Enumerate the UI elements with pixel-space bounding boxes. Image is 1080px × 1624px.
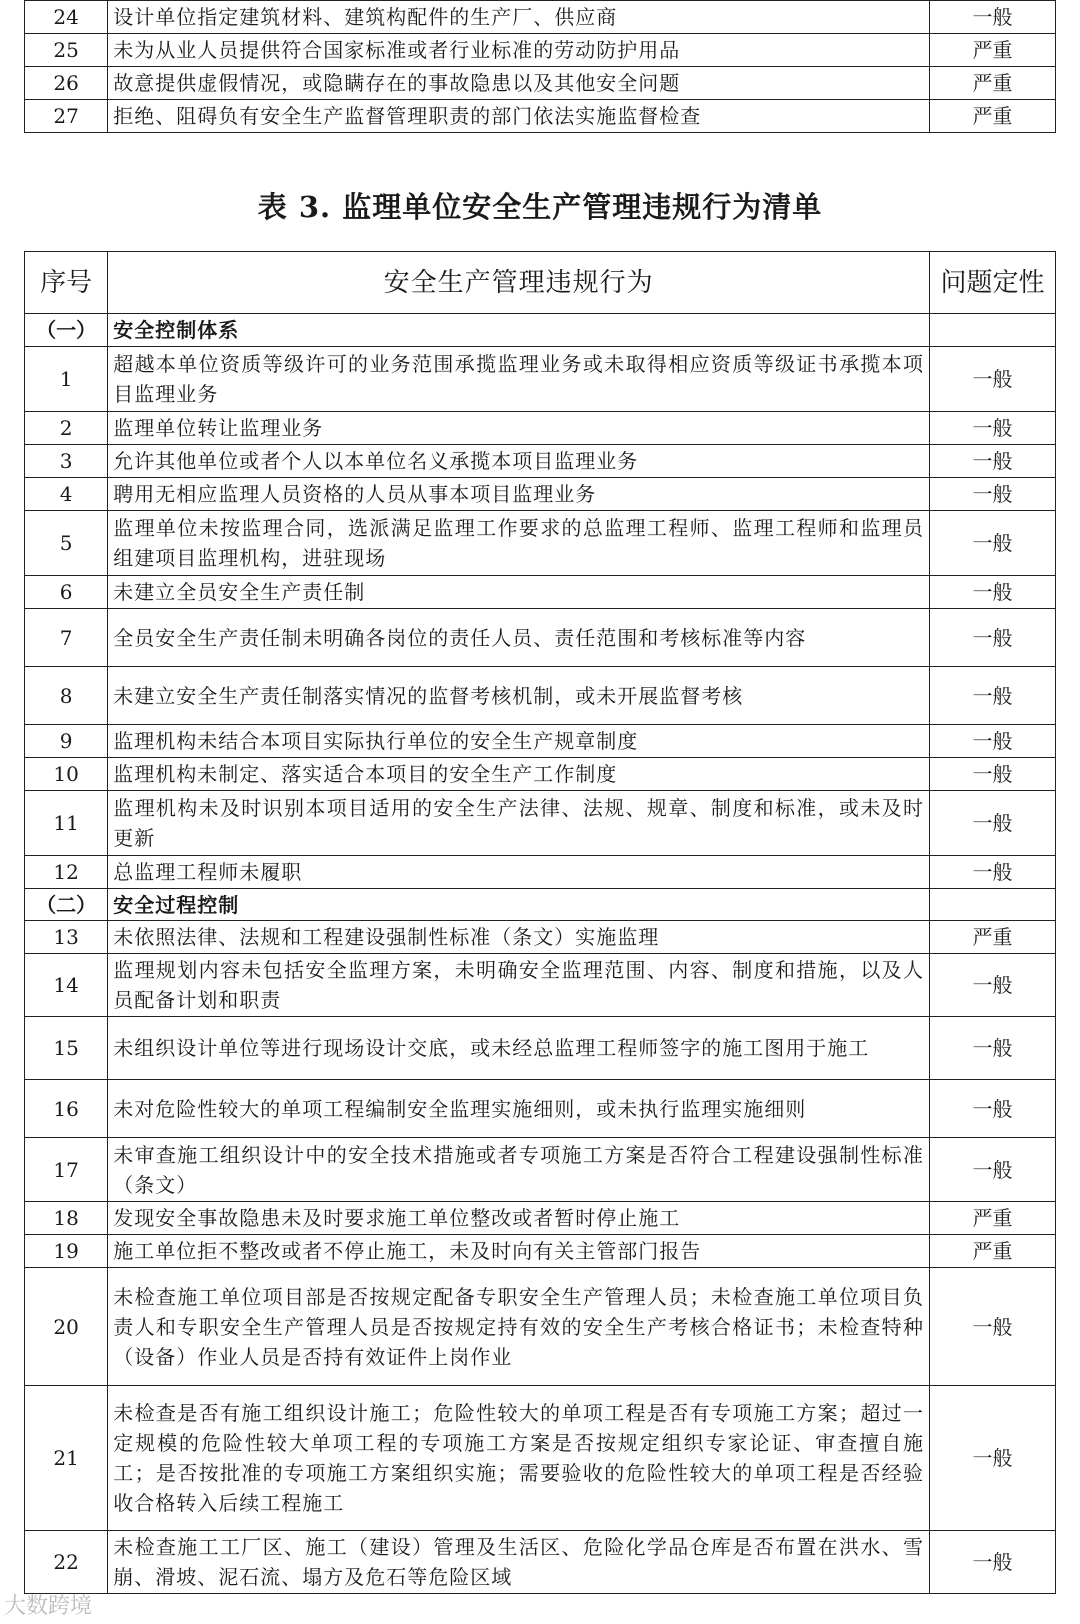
row-number: 15	[25, 1017, 108, 1080]
severity: 严重	[930, 100, 1056, 133]
severity: 一般	[930, 576, 1056, 609]
violation-text: 未建立全员安全生产责任制	[108, 576, 930, 609]
violation-text: 总监理工程师未履职	[108, 856, 930, 889]
row-number: 6	[25, 576, 108, 609]
table-row	[25, 67, 1056, 100]
violation-text: 未为从业人员提供符合国家标准或者行业标准的劳动防护用品	[108, 34, 930, 67]
header-severity: 问题定性	[930, 252, 1056, 314]
section-title: 安全控制体系	[108, 314, 930, 347]
violation-text: 发现安全事故隐患未及时要求施工单位整改或者暂时停止施工	[108, 1202, 930, 1235]
severity: 一般	[930, 758, 1056, 791]
violation-text: 未检查是否有施工组织设计施工；危险性较大的单项工程是否有专项施工方案；超过一定规模的危险性较大单项工程的专项施工方案是否按规定组织专家论证、审查擅自施工；是否按批准的专项施工方案组织实施；需要验收的危险性较大的单项工程是否经验收合格转入后续工程施工	[108, 1386, 930, 1531]
table-row	[25, 1202, 1056, 1235]
table-row	[25, 1, 1056, 34]
violation-text: 未对危险性较大的单项工程编制安全监理实施细则，或未执行监理实施细则	[108, 1080, 930, 1138]
violation-text: 设计单位指定建筑材料、建筑构配件的生产厂、供应商	[108, 1, 930, 34]
table-row	[25, 791, 1056, 856]
row-number: 1	[25, 347, 108, 412]
row-number: 25	[25, 34, 108, 67]
row-number: 27	[25, 100, 108, 133]
row-number: 13	[25, 921, 108, 954]
row-number: 8	[25, 667, 108, 725]
table-row	[25, 1531, 1056, 1594]
violation-text: 未审查施工组织设计中的安全技术措施或者专项施工方案是否符合工程建设强制性标准（条文）	[108, 1138, 930, 1202]
row-number: 11	[25, 791, 108, 856]
table-row	[25, 725, 1056, 758]
severity: 一般	[930, 1138, 1056, 1202]
row-number: 21	[25, 1386, 108, 1531]
severity: 一般	[930, 856, 1056, 889]
section-number: （二）	[25, 889, 108, 921]
violation-text: 允许其他单位或者个人以本单位名义承揽本项目监理业务	[108, 445, 930, 478]
severity: 一般	[930, 511, 1056, 576]
severity: 严重	[930, 1202, 1056, 1235]
row-number: 22	[25, 1531, 108, 1594]
empty-cell	[930, 889, 1056, 921]
row-number: 7	[25, 609, 108, 667]
row-number: 19	[25, 1235, 108, 1268]
header-number: 序号	[25, 252, 108, 314]
violation-text: 未组织设计单位等进行现场设计交底，或未经总监理工程师签字的施工图用于施工	[108, 1017, 930, 1080]
violation-text: 未检查施工单位项目部是否按规定配备专职安全生产管理人员；未检查施工单位项目负责人和专职安全生产管理人员是否按规定持有效的安全生产考核合格证书；未检查特种（设备）作业人员是否持有效证件上岗作业	[108, 1268, 930, 1386]
severity: 一般	[930, 1080, 1056, 1138]
row-number: 17	[25, 1138, 108, 1202]
table-row	[25, 1268, 1056, 1386]
severity: 一般	[930, 954, 1056, 1017]
violation-text: 拒绝、阻碍负有安全生产监督管理职责的部门依法实施监督检查	[108, 100, 930, 133]
violation-text: 监理机构未及时识别本项目适用的安全生产法律、法规、规章、制度和标准，或未及时更新	[108, 791, 930, 856]
table-row	[25, 1138, 1056, 1202]
violation-text: 监理单位转让监理业务	[108, 412, 930, 445]
row-number: 5	[25, 511, 108, 576]
table-row	[25, 921, 1056, 954]
table-row	[25, 1386, 1056, 1531]
severity: 一般	[930, 412, 1056, 445]
severity: 一般	[930, 478, 1056, 511]
severity: 一般	[930, 1531, 1056, 1594]
violation-text: 聘用无相应监理人员资格的人员从事本项目监理业务	[108, 478, 930, 511]
violation-text: 超越本单位资质等级许可的业务范围承揽监理业务或未取得相应资质等级证书承揽本项目监理业务	[108, 347, 930, 412]
violation-text: 施工单位拒不整改或者不停止施工，未及时向有关主管部门报告	[108, 1235, 930, 1268]
severity: 严重	[930, 34, 1056, 67]
section-row	[25, 314, 1056, 347]
severity: 一般	[930, 725, 1056, 758]
row-number: 20	[25, 1268, 108, 1386]
table-row	[25, 478, 1056, 511]
section-row	[25, 889, 1056, 921]
table-row	[25, 412, 1056, 445]
row-number: 26	[25, 67, 108, 100]
row-number: 14	[25, 954, 108, 1017]
row-number: 12	[25, 856, 108, 889]
table-row	[25, 1080, 1056, 1138]
severity: 一般	[930, 667, 1056, 725]
row-number: 16	[25, 1080, 108, 1138]
table-row	[25, 445, 1056, 478]
row-number: 24	[25, 1, 108, 34]
violation-text: 监理机构未制定、落实适合本项目的安全生产工作制度	[108, 758, 930, 791]
header-row	[25, 252, 1056, 314]
table-row	[25, 511, 1056, 576]
severity: 一般	[930, 445, 1056, 478]
row-number: 4	[25, 478, 108, 511]
violation-text: 故意提供虚假情况，或隐瞒存在的事故隐患以及其他安全问题	[108, 67, 930, 100]
severity: 严重	[930, 1235, 1056, 1268]
row-number: 2	[25, 412, 108, 445]
violation-text: 未检查施工工厂区、施工（建设）管理及生活区、危险化学品仓库是否布置在洪水、雪崩、滑坡、泥石流、塌方及危石等危险区域	[108, 1531, 930, 1594]
severity: 一般	[930, 1, 1056, 34]
row-number: 18	[25, 1202, 108, 1235]
violations-table	[24, 251, 1056, 1594]
violation-text: 未建立安全生产责任制落实情况的监督考核机制，或未开展监督考核	[108, 667, 930, 725]
violation-text: 监理规划内容未包括安全监理方案，未明确安全监理范围、内容、制度和措施，以及人员配备计划和职责	[108, 954, 930, 1017]
section-title: 安全过程控制	[108, 889, 930, 921]
violation-text: 未依照法律、法规和工程建设强制性标准（条文）实施监理	[108, 921, 930, 954]
severity: 一般	[930, 791, 1056, 856]
severity: 一般	[930, 347, 1056, 412]
row-number: 9	[25, 725, 108, 758]
severity: 严重	[930, 67, 1056, 100]
table-row	[25, 667, 1056, 725]
severity: 一般	[930, 609, 1056, 667]
row-number: 3	[25, 445, 108, 478]
violation-text: 监理单位未按监理合同，选派满足监理工作要求的总监理工程师、监理工程师和监理员组建项目监理机构，进驻现场	[108, 511, 930, 576]
header-violation: 安全生产管理违规行为	[108, 252, 930, 314]
empty-cell	[930, 314, 1056, 347]
table-row	[25, 856, 1056, 889]
violation-text: 全员安全生产责任制未明确各岗位的责任人员、责任范围和考核标准等内容	[108, 609, 930, 667]
table-row	[25, 1235, 1056, 1268]
table-row	[25, 576, 1056, 609]
table-row	[25, 34, 1056, 67]
severity: 一般	[930, 1268, 1056, 1386]
table-row	[25, 954, 1056, 1017]
table-row	[25, 1017, 1056, 1080]
table-row	[25, 609, 1056, 667]
severity: 一般	[930, 1017, 1056, 1080]
section-number: （一）	[25, 314, 108, 347]
watermark: 大数跨境	[4, 1594, 93, 1619]
table-row	[25, 100, 1056, 133]
continued-table	[24, 0, 1056, 133]
severity: 严重	[930, 921, 1056, 954]
row-number: 10	[25, 758, 108, 791]
table-row	[25, 347, 1056, 412]
violation-text: 监理机构未结合本项目实际执行单位的安全生产规章制度	[108, 725, 930, 758]
table-row	[25, 758, 1056, 791]
severity: 一般	[930, 1386, 1056, 1531]
table-title: 表 3. 监理单位安全生产管理违规行为清单	[257, 190, 823, 224]
